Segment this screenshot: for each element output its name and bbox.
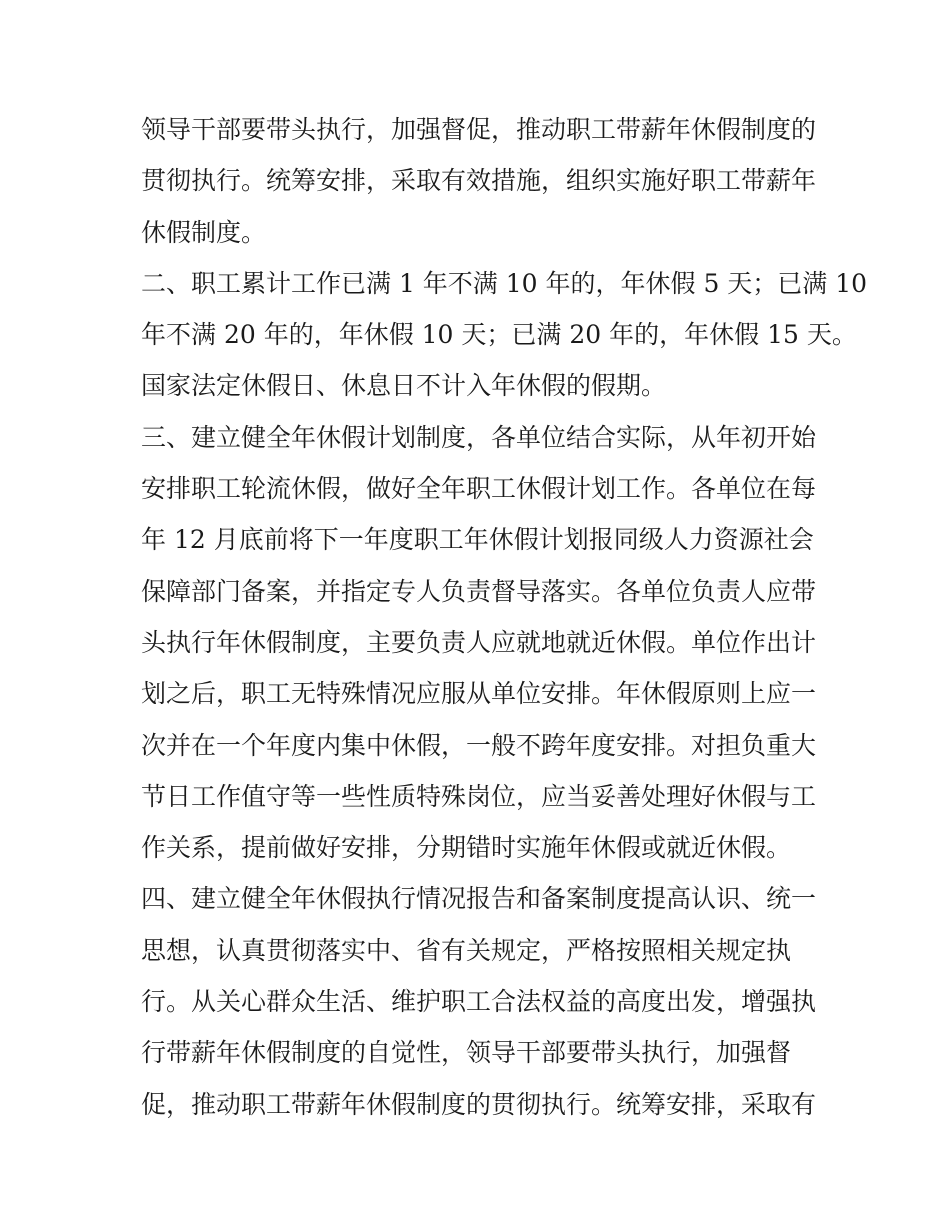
text-line: 保障部门备案，并指定专人负责督导落实。各单位负责人应带	[141, 576, 817, 606]
text-line: 安排职工轮流休假，做好全年职工休假计划工作。各单位在每	[141, 474, 817, 504]
text-line: 行带薪年休假制度的自觉性，领导干部要带头执行，加强督	[141, 1038, 792, 1068]
text-line: 节日工作值守等一些性质特殊岗位，应当妥善处理好休假与工	[141, 781, 817, 811]
text-line: 年 12 月底前将下一年度职工年休假计划报同级人力资源社会	[141, 525, 814, 555]
text-line: 促，推动职工带薪年休假制度的贯彻执行。统筹安排，采取有	[141, 1089, 817, 1119]
text-line: 作关系，提前做好安排，分期错时实施年休假或就近休假。	[141, 833, 792, 863]
text-line: 二、职工累计工作已满 1 年不满 10 年的，年休假 5 天；已满 10	[141, 268, 868, 298]
text-line: 四、建立健全年休假执行情况报告和备案制度提高认识、统一	[141, 884, 817, 914]
text-line: 头执行年休假制度，主要负责人应就地就近休假。单位作出计	[141, 627, 817, 657]
text-line: 年不满 20 年的，年休假 10 天；已满 20 年的，年休假 15 天。	[141, 320, 857, 350]
document-body	[141, 104, 868, 1130]
text-line: 领导干部要带头执行，加强督促，推动职工带薪年休假制度的	[141, 115, 817, 144]
text-line: 思想，认真贯彻落实中、省有关规定，严格按照相关规定执	[141, 935, 792, 965]
text-line: 次并在一个年度内集中休假，一般不跨年度安排。对担负重大	[141, 730, 817, 760]
text-line: 划之后，职工无特殊情况应服从单位安排。年休假原则上应一	[141, 679, 817, 709]
text-line: 三、建立健全年休假计划制度，各单位结合实际，从年初开始	[141, 422, 817, 452]
text-line: 国家法定休假日、休息日不计入年休假的假期。	[141, 371, 667, 401]
text-line: 行。从关心群众生活、维护职工合法权益的高度出发，增强执	[141, 987, 817, 1017]
text-line: 休假制度。	[141, 217, 267, 247]
text-line: 贯彻执行。统筹安排，采取有效措施，组织实施好职工带薪年	[141, 166, 817, 196]
